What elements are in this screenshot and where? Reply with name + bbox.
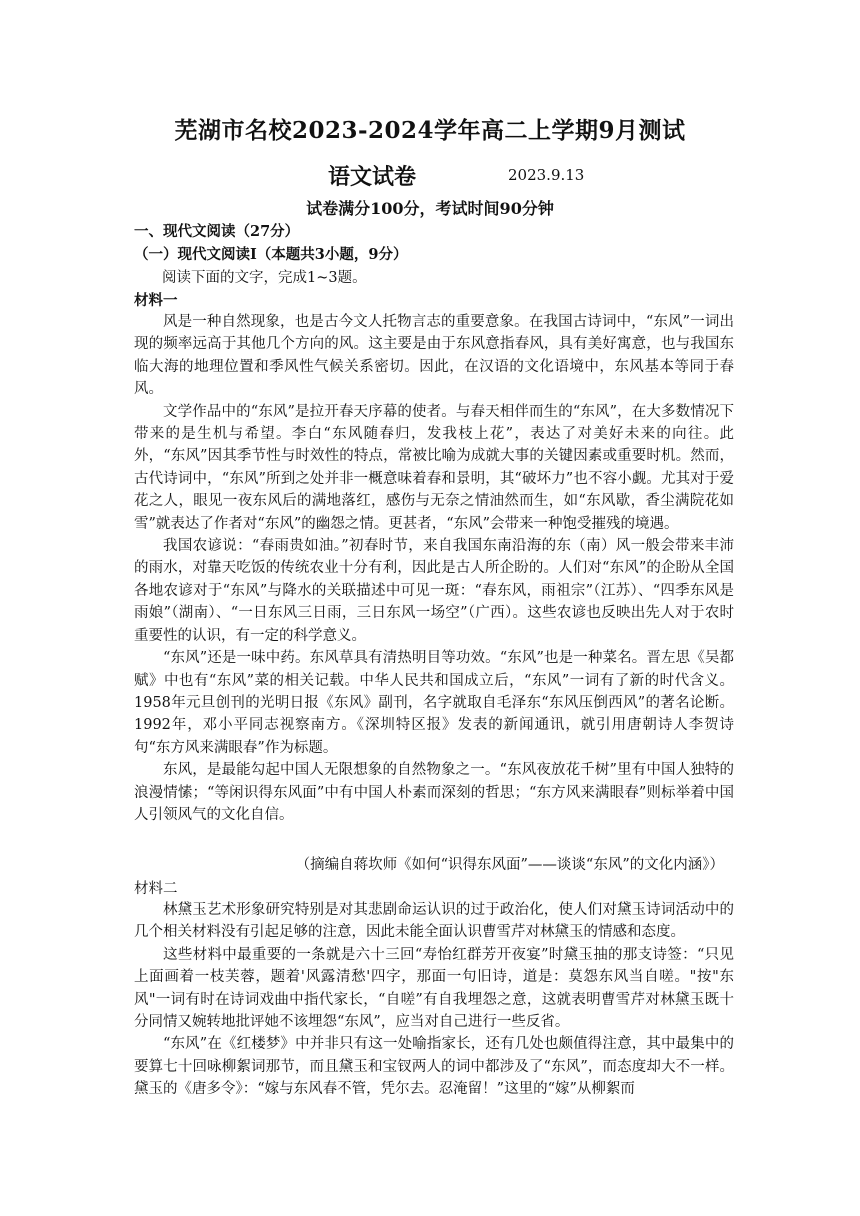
reading-instruction: 阅读下面的文字，完成1~3题。 [162,270,367,286]
paragraph: 东风，是最能勾起中国人无限想象的自然物象之一。“东风夜放花千树”里有中国人独特的浪漫情愫；“等闲识得东风面”中有中国人朴素而深刻的哲思；“东方风来满眼春”则标举着中国人引领风气的文化自信。 [134,762,734,823]
paragraph: 我国农谚说：“春雨贵如油。”初春时节，来自我国东南沿海的东（南）风一般会带来丰沛的雨水，对靠天吃饭的传统农业十分有利，因此是古人所企盼的。人们对“东风”的企盼从全国各地农谚对于“东风”与降水的关联描述中可见一斑：“春东风，雨祖宗”（江苏）、“四季东风是雨娘”（湖南）、“一日东风三日雨，三日东风一场空”（广西）。这些农谚也反映出先人对于农时重要性的认识，有一定的科学意义。 [134,538,734,644]
paragraph: 风是一种自然现象，也是古今文人托物言志的重要意象。在我国古诗词中，“东风”一词出现的频率远高于其他几个方向的风。这主要是由于东风意指春风，具有美好寓意，也与我国东临大海的地理位置和季风性气候关系密切。因此，在汉语的文化语境中，东风基本等同于春风。 [134,314,734,398]
section-heading: 一、现代文阅读（27分） [134,223,300,240]
exam-title: 芜湖市名校2023-2024学年高二上学期9月测试 [174,117,686,144]
paragraph: 文学作品中的“东风”是拉开春天序幕的使者。与春天相伴而生的“东风”，在大多数情况下带来的是生机与希望。李白“东风随春归，发我枝上花”，表达了对美好未来的向往。此外，“东风”因其季节性与时效性的特点，常被比喻为成就大事的关键因素或重要时机。然而，古代诗词中，“东风”所到之处并非一概意味着春和景明，其“破坏力”也不容小觑。尤其对于爱花之人，眼见一夜东风后的满地落红，感伤与无奈之情油然而生，如“东风歇，香尘满院花如雪”就表达了作者对“东风”的幽怨之情。更甚者，“东风”会带来一种饱受摧残的境遇。 [134,403,734,532]
subsection-heading: （一）现代文阅读Ⅰ（本题共3小题，9分） [134,246,408,263]
material2-label: 材料二 [134,881,178,897]
paragraph: 这些材料中最重要的一条就是六十三回“寿怡红群芳开夜宴”时黛玉抽的那支诗签：“只见上面画着一枝芙蓉，题着'风露清愁'四字，那面一句旧诗，道是：莫怨东风当自嗟。"按"东风"一词有时在诗词戏曲中指代家长，“自嗟”有自我埋怨之意，这就表明曹雪芹对林黛玉既十分同情又婉转地批评她不该埋怨“东风”，应当对自己进行一些反省。 [134,946,734,1031]
paragraph: “东风”在《红楼梦》中并非只有这一处喻指家长，还有几处也颇值得注意，其中最集中的要算七十回咏柳絮词那节，而且黛玉和宝钗两人的词中都涉及了“东风”，而态度却大不一样。黛玉的《唐多令》：“嫁与东风春不管，凭尔去。忍淹留！”这里的“嫁”从柳絮而 [134,1036,734,1098]
subtitle-row [0,160,860,190]
exam-subtitle: 语文试卷 [328,164,417,190]
exam-info: 试卷满分100分，考试时间90分钟 [306,199,554,218]
paragraph: “东风”还是一味中药。东风草具有清热明目等功效。“东风”也是一种菜名。晋左思《吴都赋》中也有“东风”菜的相关记载。中华人民共和国成立后，“东风”一词有了新的时代含义。1958年元旦创刊的光明日报《东风》副刊，名字就取自毛泽东“东风压倒西风”的著名论断。1992年，邓小平同志视察南方。《深圳特区报》发表的新闻通讯，就引用唐朝诗人李贺诗句“东方风来满眼春”作为标题。 [134,650,734,756]
paragraph: 林黛玉艺术形象研究特别是对其悲剧命运认识的过于政治化，使人们对黛玉诗词活动中的几个相关材料没有引起足够的注意，因此未能全面认识曹雪芹对林黛玉的情感和态度。 [134,902,734,941]
exam-date: 2023.9.13 [508,166,585,184]
material2-body [134,899,734,1101]
material1-source: （摘编自蒋坎师《如何“识得东风面”——谈谈“东风”的文化内涵》） [295,857,724,873]
material1-label: 材料一 [134,292,178,309]
material1-body [134,311,734,826]
